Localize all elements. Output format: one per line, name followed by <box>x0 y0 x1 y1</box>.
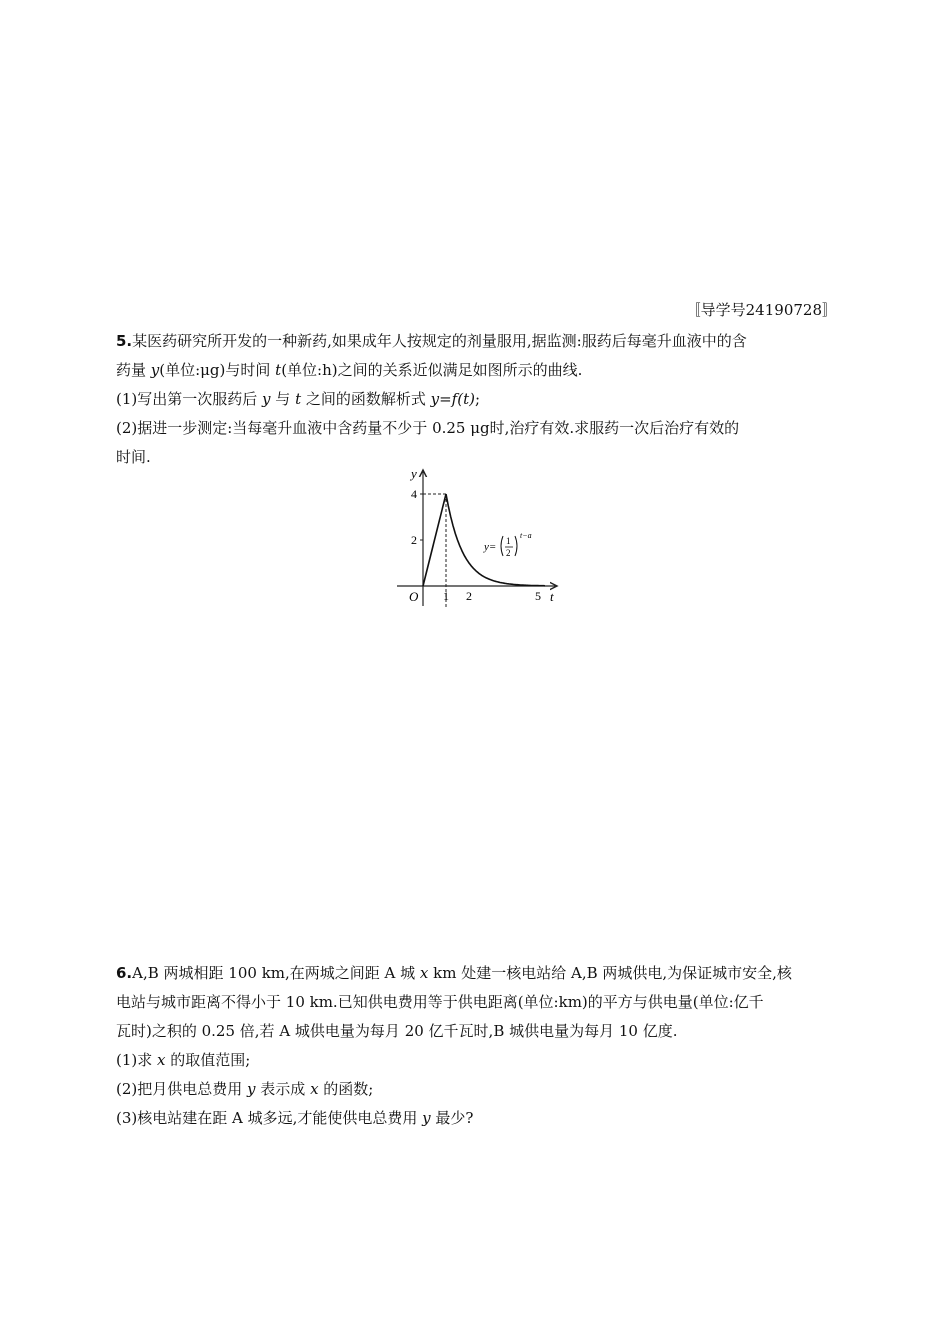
x-tick-label-1: 1 <box>443 589 449 603</box>
y-tick-label-4: 4 <box>411 487 417 501</box>
x-tick-label-2: 2 <box>466 589 472 603</box>
y-tick-label-2: 2 <box>411 533 417 547</box>
x-tick-label-5: 5 <box>535 589 541 603</box>
curve-label-exponent: t−a <box>520 531 532 540</box>
problem5-question2: (2)据进一步测定:当每毫升血液中含药量不少于 0.25 μg时,治疗有效.求服药一次后治疗有效的 <box>116 419 740 437</box>
curve-label <box>483 531 532 558</box>
right-paren <box>515 536 517 556</box>
y-axis-label: y <box>411 466 417 481</box>
decay-curve-chart <box>385 462 575 612</box>
problem6-line1: 6.A,B 两城相距 100 km,在两城之间距 A 城 x km 处建一核电站给 A,B 两城供电,为保证城市安全,核 <box>116 964 792 982</box>
linear-segment <box>423 494 446 586</box>
left-paren <box>501 536 503 556</box>
problem5-line2: 药量 y(单位:μg)与时间 t(单位:h)之间的关系近似满足如图所示的曲线. <box>116 361 583 379</box>
problem6-question3: (3)核电站建在距 A 城多远,才能使供电总费用 y 最少? <box>116 1109 474 1127</box>
problem5-question2-cont: 时间. <box>116 448 151 466</box>
problem6-question2: (2)把月供电总费用 y 表示成 x 的函数; <box>116 1080 374 1098</box>
reference-number: 〚导学号24190728〛 <box>685 301 837 319</box>
problem6-line3: 瓦时)之积的 0.25 倍,若 A 城供电量为每月 20 亿千瓦时,B 城供电量为每月 10 亿度. <box>116 1022 678 1040</box>
problem6-line2: 电站与城市距离不得小于 10 km.已知供电费用等于供电距离(单位:km)的平方与供电量(单位:亿千 <box>116 993 764 1011</box>
origin-label: O <box>409 589 419 604</box>
curve-label-lhs: y= <box>484 541 497 553</box>
problem5-question1: (1)写出第一次服药后 y 与 t 之间的函数解析式 y=f(t); <box>116 390 481 408</box>
problem6-number: 6. <box>116 964 133 982</box>
problem5-number: 5. <box>116 332 133 350</box>
problem5-line1: 5.某医药研究所开发的一种新药,如果成年人按规定的剂量服用,据监测:服药后每毫升血液中的含 <box>116 332 747 350</box>
fraction-denominator: 2 <box>506 548 511 558</box>
x-axis-label: t <box>550 589 554 604</box>
problem6-question1: (1)求 x 的取值范围; <box>116 1051 251 1069</box>
fraction-numerator: 1 <box>506 536 511 546</box>
